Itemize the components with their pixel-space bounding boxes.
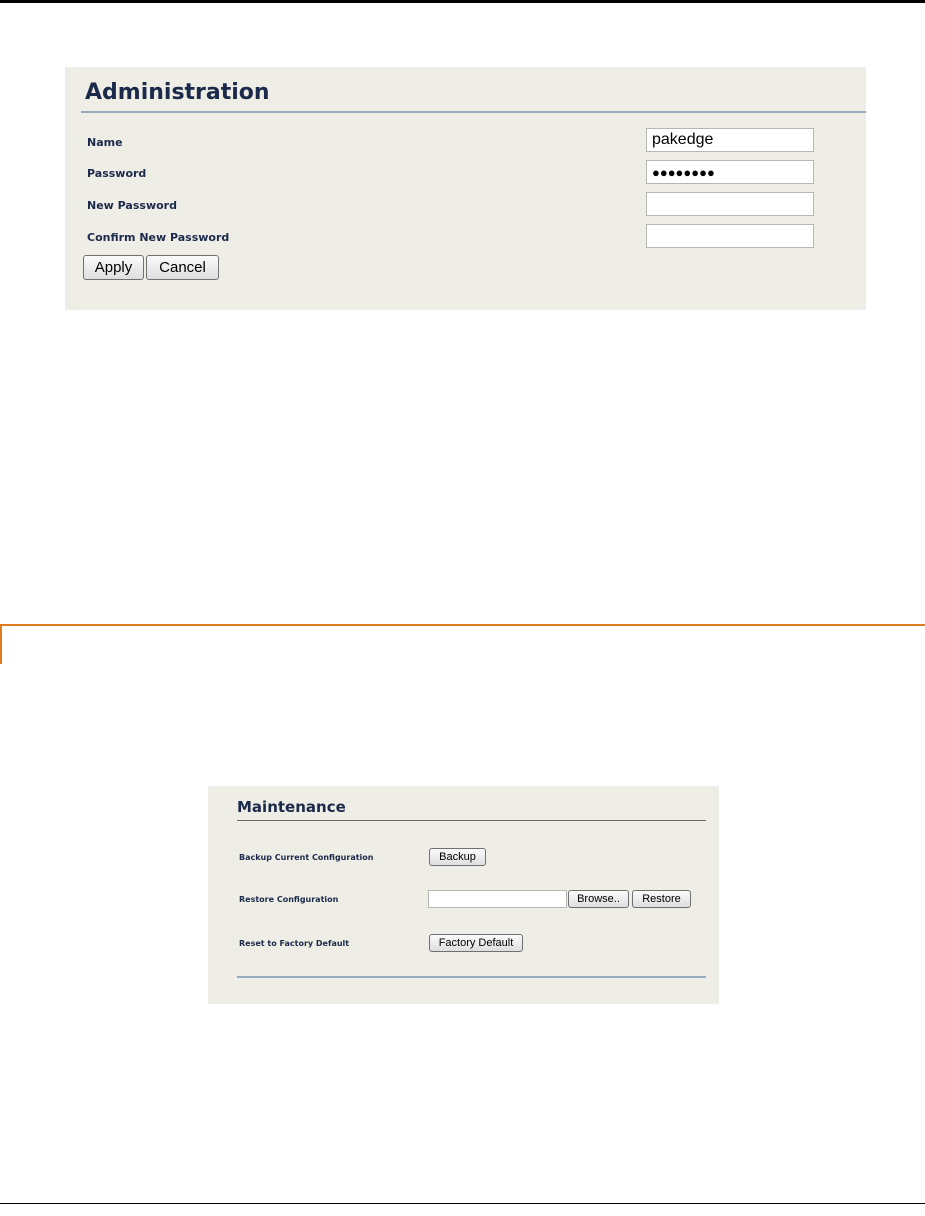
maintenance-title-underline — [237, 820, 706, 821]
apply-button[interactable]: Apply — [83, 255, 144, 280]
new-password-label: New Password — [87, 199, 177, 212]
administration-title: Administration — [85, 80, 270, 105]
section-divider-rule — [0, 624, 925, 626]
administration-panel — [65, 67, 866, 310]
confirm-new-password-label: Confirm New Password — [87, 231, 230, 244]
new-password-input[interactable] — [646, 192, 814, 216]
restore-button[interactable]: Restore — [632, 890, 691, 908]
top-page-rule — [0, 0, 925, 3]
name-label: Name — [87, 136, 123, 149]
factory-default-label: Reset to Factory Default — [239, 939, 350, 948]
factory-default-button[interactable]: Factory Default — [429, 934, 523, 952]
backup-label: Backup Current Configuration — [239, 853, 374, 862]
maintenance-bottom-rule — [237, 976, 706, 978]
maintenance-panel — [208, 786, 719, 1004]
maintenance-title: Maintenance — [237, 798, 346, 816]
backup-button[interactable]: Backup — [429, 848, 486, 866]
password-label: Password — [87, 167, 147, 180]
bottom-page-rule — [0, 1203, 925, 1204]
administration-title-underline — [81, 111, 866, 113]
restore-file-input[interactable] — [428, 890, 567, 908]
cancel-button[interactable]: Cancel — [146, 255, 219, 280]
name-input[interactable]: pakedge — [646, 128, 814, 152]
browse-button[interactable]: Browse.. — [568, 890, 629, 908]
section-divider-tick — [0, 624, 2, 664]
password-input[interactable]: ●●●●●●●● — [646, 160, 814, 184]
restore-configuration-label: Restore Configuration — [239, 895, 339, 904]
confirm-new-password-input[interactable] — [646, 224, 814, 248]
